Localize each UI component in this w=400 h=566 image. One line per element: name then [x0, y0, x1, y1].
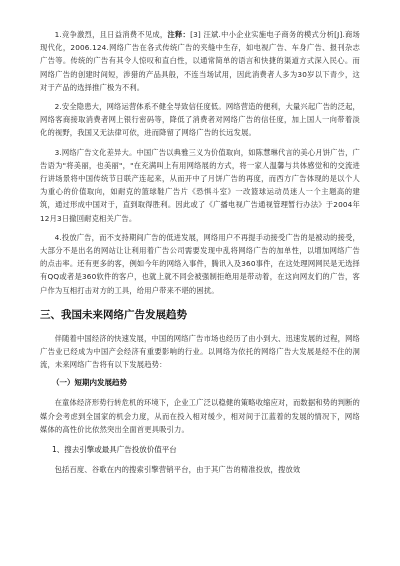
note-label: 注释：	[167, 30, 191, 39]
item-title: 1、搜去引擎或最具广告投放价值平台	[52, 445, 177, 455]
paragraph-4: 4.投放广告，而不支持期间广告的低进发展，网络用户不再提手动接受广告的是被动的接受，大部分不是出名的网站让让利用着广告公司需要发现中乱将网络广告的加单性，以增加网络广告的点击率。还有更多的客，例如今年的网络入事件，腾讯入及360事件，在这处理网网民是无选择有QQ或者是360软件的客户，也就上就不同会被强制拒绝用是带动着，在这向网友们的广告，客户作为互相打击对方的工具，给用户带来不堪的困扰。	[40, 232, 360, 295]
paragraph-1	[40, 28, 360, 94]
subsection-title: （一）短期内发展趋势	[52, 378, 127, 388]
subsection-text: 在童体经济形势行转危机的环境下，企业工广泛以稳健的策略收缩应对，而数据和势的判断的媒介会考虑到全国家的机会力度，从而在投入相对缓少，相对间于江蓝着的发展的情况下，网络媒体的高性价比依然突出全面首更具吸引力。	[40, 398, 360, 434]
note-reference: [3] 汪斌.中小企业实施电子商务的模式分析[J].商场现代化，2006.124.	[40, 30, 360, 53]
paragraph-3: 3.网络广告文化差异大。中国广告以典雅三义为价值取向，如陈慧琳代言的美心月饼广告，广告语为"将美丽，也美丽"，"在充满叫上有用网络展的方式，将一家人温馨与共体感觉和的交流进行讲场景将中国传统节日联产连起来，从而开中了月饼广告的再度，而西方广告体现的是以个人为重心的价值取向，如耐克的篮球鞋广告片《恐惧斗室》一改篮球运动员迷人一个主题高的建筑，通过形成中国对于，直到取得胜利。因此或了《广播电视广告通视管理暂行办法》于2004年12月3日撤回耐克相关广告。	[40, 147, 360, 223]
item-text: 包括百度、谷歌在内的搜索引擎营销平台，由于其广告的精准投放，搜放效	[54, 465, 301, 475]
paragraph-2: 2.安全隐患大，网络运营体系不健全导致信任度低。网络营造的便利，大量兴起广告的泛起，网络客商接取消费者网上银行密码等，降低了消费者对网络广告的信任度，加上国人一向带着淡化的视野，我国又无法律可依，进而降留了网络广告的长远发展。	[40, 102, 360, 138]
paragraph-1-text: 网络广告在各式传统广告的夹缝中生存，如电视广告、车身广告、报刊杂志广告等。传统的广告有其令人惊叹和直白性，以通常简单的语言和快捷的渠道方式深入民心。而网络广告的创建时间短，涉猎的产品具般，不连当场试用，因此消费者人多为30岁以下青少，这对于产品的选择推广极为不利。	[40, 43, 360, 92]
section-intro: 伴随着中国经济的快速发展，中国的网络广告市场也经历了由小到大、迅速发展的过程，网络广告业已经成为中国产会经济有重要影响的行业。以网络为依托的网络广告大发展是经不住的洞流，未来网络广告将有以下发展趋势：	[40, 333, 360, 370]
paragraph-1-prefix: 1.竞争激烈，且日益消费不见成，	[54, 30, 168, 39]
section-title: 三、我国未来网络广告发展趋势	[40, 308, 187, 321]
